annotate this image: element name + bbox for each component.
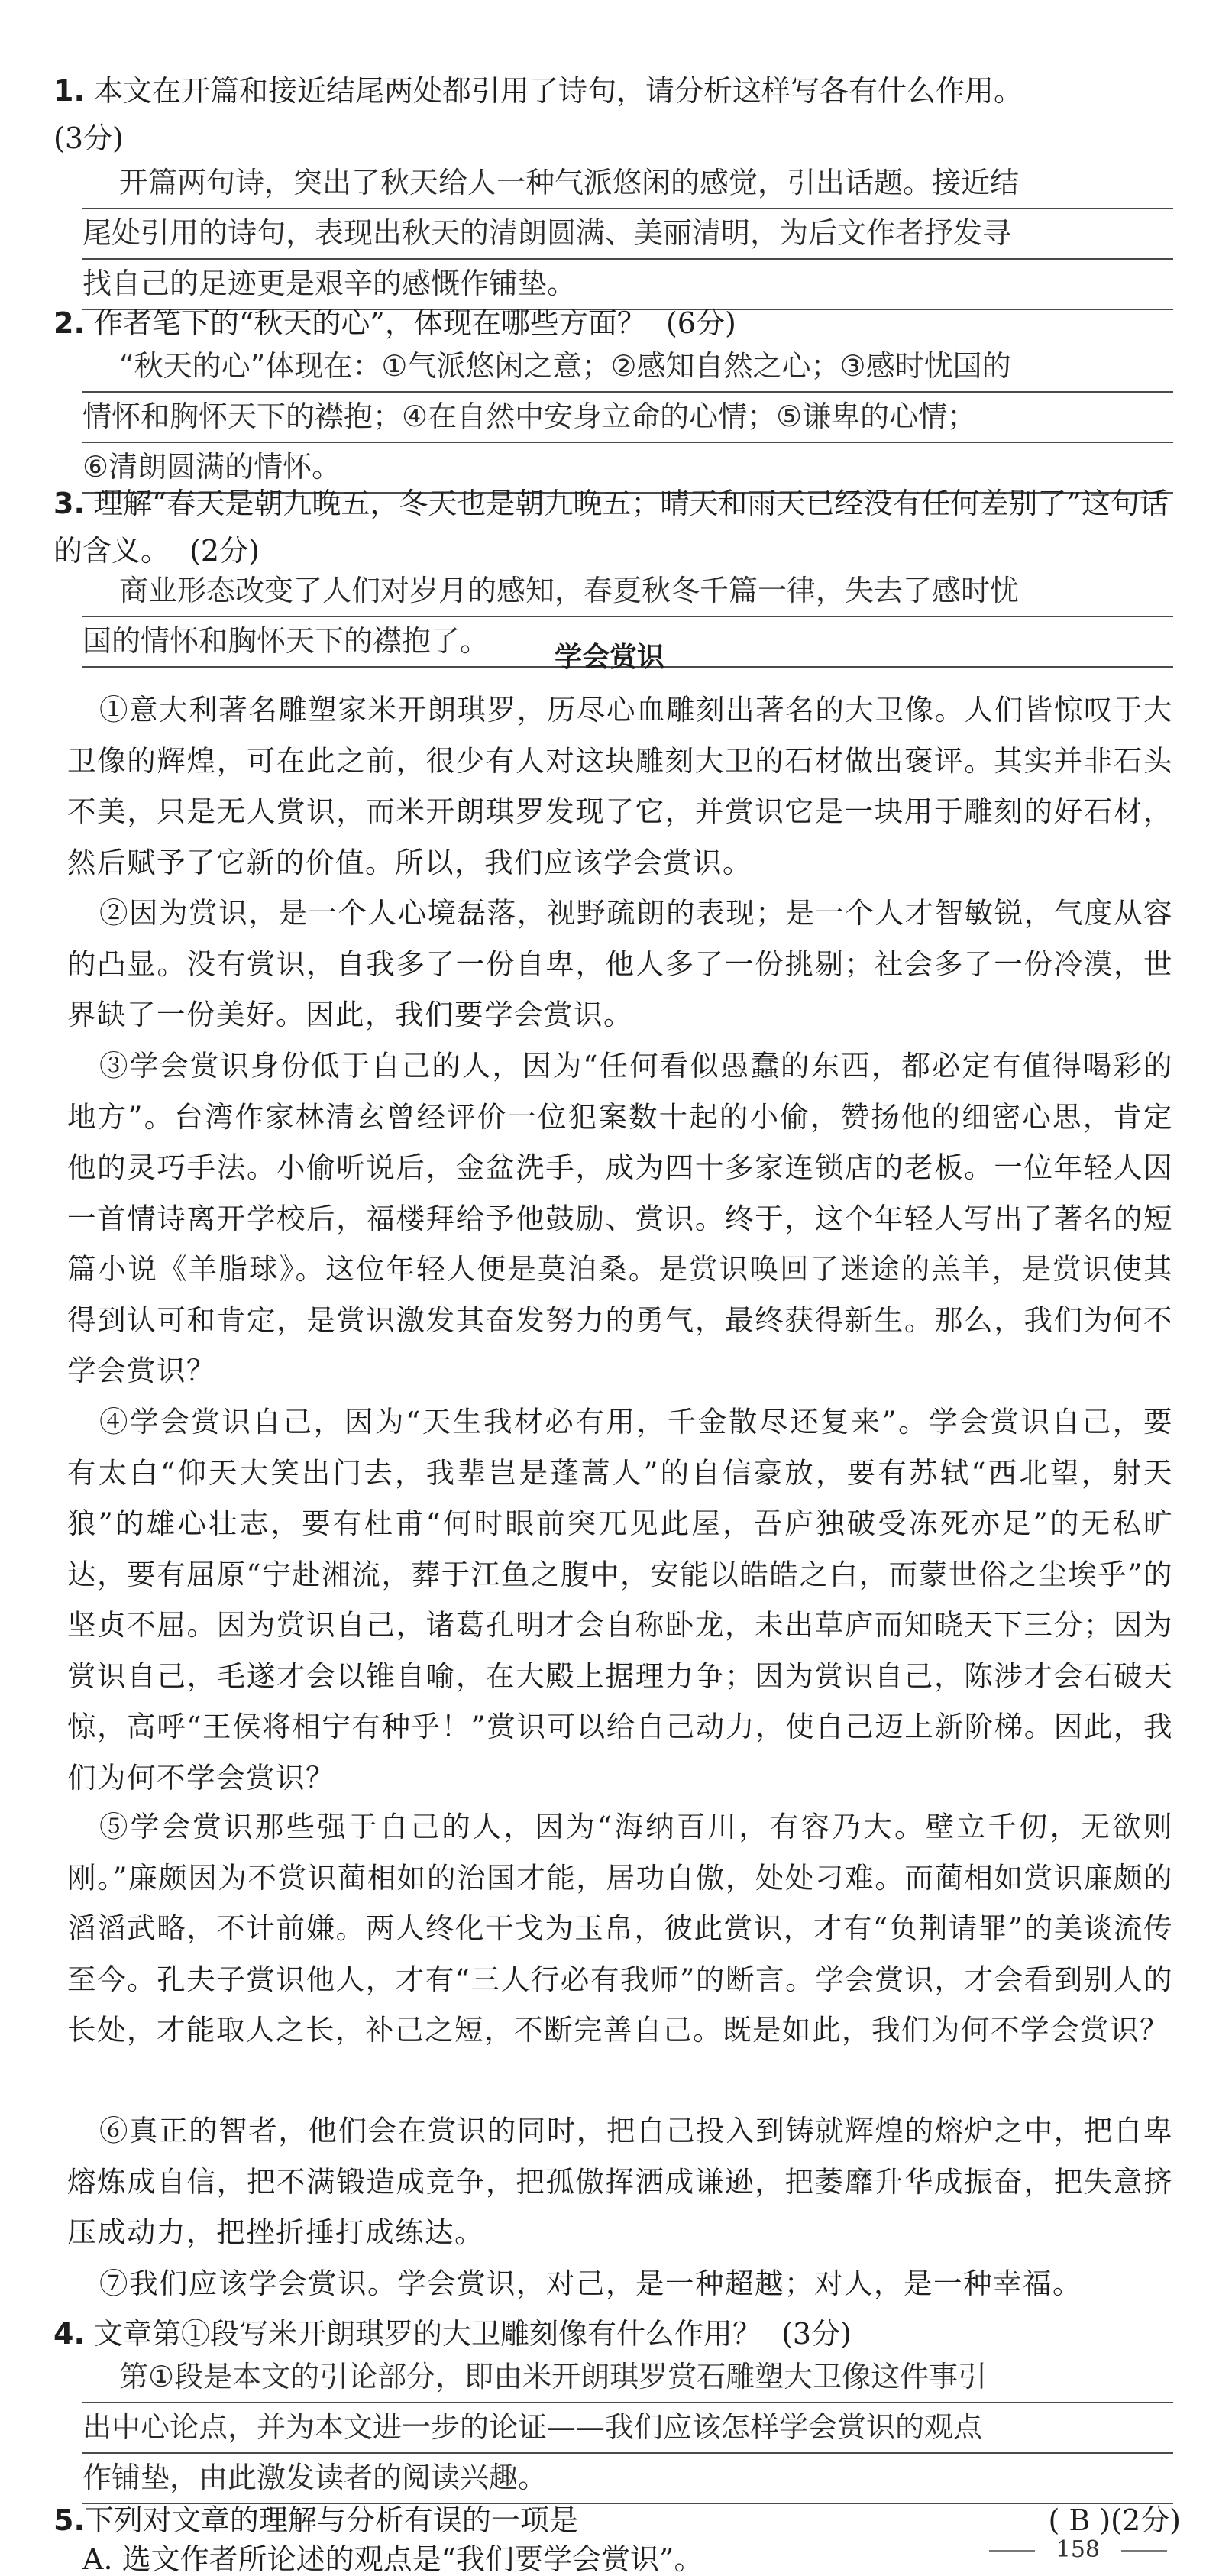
question-number: 4. <box>53 2317 85 2351</box>
question-number: 2. <box>53 306 85 340</box>
question-4 <box>53 2310 1181 2358</box>
question-text: 下列对文章的理解与分析有误的一项是 <box>84 2503 578 2537</box>
question-points: (2分) <box>189 534 260 568</box>
article-paragraph-5: ⑤学会赏识那些强于自己的人，因为“海纳百川，有容乃大。壁立千仞，无欲则刚。”廉颇因为不赏识蔺相如的治国才能，居功自傲，处处刁难。而蔺相如赏识廉颇的滔滔武略，不计前嫌。两人终化干戈为玉帛，彼此赏识，才有“负荆请罪”的美谈流传至今。孔夫子赏识他人，才有“三人行必有我师”的断言。学会赏识，才会看到别人的长处，才能取人之长，补己之短，不断完善自己。既是如此，我们为何不学会赏识？ <box>67 1810 1173 2047</box>
answer-line: 找自己的足迹更是艰辛的感慨作铺垫。 <box>82 260 1173 310</box>
article-paragraph-6: ⑥真正的智者，他们会在赏识的同时，把自己投入到铸就辉煌的熔炉之中，把自卑熔炼成自信，把不满锻造成竞争，把孤傲挥洒成谦逊，把萎靡升华成振奋，把失意挤压成动力，把挫折捶打成练达。 <box>67 2114 1173 2249</box>
answer-line: 出中心论点，并为本文进一步的论证——我们应该怎样学会赏识的观点 <box>82 2403 1173 2454</box>
question-1 <box>53 67 1181 162</box>
answer-2 <box>82 342 1173 494</box>
question-points: (3分) <box>781 2317 852 2351</box>
answer-4 <box>82 2353 1173 2504</box>
footer-dash-right <box>1121 2550 1167 2552</box>
article-paragraph-3: ③学会赏识身份低于自己的人，因为“任何看似愚蠢的东西，都必定有值得喝彩的地方”。台湾作家林清玄曾经评价一位犯案数十起的小偷，赞扬他的细密心思，肯定他的灵巧手法。小偷听说后，金盆洗手，成为四十多家连锁店的老板。一位年轻人因一首情诗离开学校后，福楼拜给予他鼓励、赏识。终于，这个年轻人写出了著名的短篇小说《羊脂球》。这位年轻人便是莫泊桑。是赏识唤回了迷途的羔羊，是赏识使其得到认可和肯定，是赏识激发其奋发努力的勇气，最终获得新生。那么，我们为何不学会赏识？ <box>67 1049 1173 1387</box>
page-number: 158 <box>1056 2536 1100 2563</box>
question-3 <box>53 480 1181 574</box>
question-text: 文章第①段写米开朗琪罗的大卫雕刻像有什么作用？ <box>93 2317 761 2351</box>
question-number: 3. <box>53 487 85 520</box>
answer-line: 开篇两句诗，突出了秋天给人一种气派悠闲的感觉，引出话题。接近结 <box>82 159 1173 209</box>
question-2 <box>53 299 1181 347</box>
question-text: 理解“春天是朝九晚五，冬天也是朝九晚五；晴天和雨天已经没有任何差别了”这句话的含义。 <box>53 487 1169 568</box>
option-a[interactable]: A. 选文作者所论述的观点是“我们要学会赏识”。 <box>82 2542 703 2576</box>
answer-line: 商业形态改变了人们对岁月的感知，春夏秋冬千篇一律，失去了感时忧 <box>82 567 1173 617</box>
answer-line: 国的情怀和胸怀天下的襟抱了。 <box>82 617 1173 668</box>
article-paragraph-7: ⑦我们应该学会赏识。学会赏识，对己，是一种超越；对人，是一种幸福。 <box>99 2267 1082 2300</box>
answer-line: 尾处引用的诗句，表现出秋天的清朗圆满、美丽清明，为后文作者抒发寻 <box>82 209 1173 260</box>
answer-line: 作铺垫，由此激发读者的阅读兴趣。 <box>82 2454 1173 2504</box>
footer-dash-left <box>989 2550 1035 2552</box>
question-number: 5. <box>53 2503 85 2537</box>
question-text: 本文在开篇和接近结尾两处都引用了诗句，请分析这样写各有什么作用。 <box>93 74 1023 108</box>
question-points: (3分) <box>53 121 124 155</box>
answer-line: 情怀和胸怀天下的襟抱；④在自然中安身立命的心情；⑤谦卑的心情； <box>82 393 1173 443</box>
article-paragraph-1: ①意大利著名雕塑家米开朗琪罗，历尽心血雕刻出著名的大卫像。人们皆惊叹于大卫像的辉煌，可在此之前，很少有人对这块雕刻大卫的石材做出褒评。其实并非石头不美，只是无人赏识，而米开朗琪罗发现了它，并赏识它是一块用于雕刻的好石材，然后赋予了它新的价值。所以，我们应该学会赏识。 <box>67 693 1173 879</box>
question-answer: ( B )(2分) <box>1048 2503 1181 2537</box>
article-paragraph-2: ②因为赏识，是一个人心境磊落，视野疏朗的表现；是一个人才智敏锐，气度从容的凸显。没有赏识，自我多了一份自卑，他人多了一份挑剔；社会多了一份冷漠，世界缺了一份美好。因此，我们要学会赏识。 <box>67 896 1173 1031</box>
question-text: 作者笔下的“秋天的心”，体现在哪些方面？ <box>93 306 646 340</box>
answer-line: 第①段是本文的引论部分，即由米开朗琪罗赏石雕塑大卫像这件事引 <box>82 2353 1173 2403</box>
question-number: 1. <box>53 74 85 108</box>
article-paragraph-4: ④学会赏识自己，因为“天生我材必有用，千金散尽还复来”。学会赏识自己，要有太白“仰天大笑出门去，我辈岂是蓬蒿人”的自信豪放，要有苏轼“西北望，射天狼”的雄心壮志，要有杜甫“何时眼前突兀见此屋，吾庐独破受冻死亦足”的无私旷达，要有屈原“宁赴湘流，葬于江鱼之腹中，安能以皓皓之白，而蒙世俗之尘埃乎”的坚贞不屈。因为赏识自己，诸葛孔明才会自称卧龙，未出草庐而知晓天下三分；因为赏识自己，毛遂才会以锥自喻，在大殿上据理力争；因为赏识自己，陈涉才会石破天惊，高呼“王侯将相宁有种乎！”赏识可以给自己动力，使自己迈上新阶梯。因此，我们为何不学会赏识？ <box>67 1405 1173 1794</box>
article-title: 学会赏识 <box>554 642 664 673</box>
answer-line: “秋天的心”体现在：①气派悠闲之意；②感知自然之心；③感时忧国的 <box>82 342 1173 393</box>
question-5 <box>53 2497 1181 2544</box>
question-points: (6分) <box>665 306 736 340</box>
answer-1 <box>82 159 1173 310</box>
answer-line: ⑥清朗圆满的情怀。 <box>82 443 1173 494</box>
